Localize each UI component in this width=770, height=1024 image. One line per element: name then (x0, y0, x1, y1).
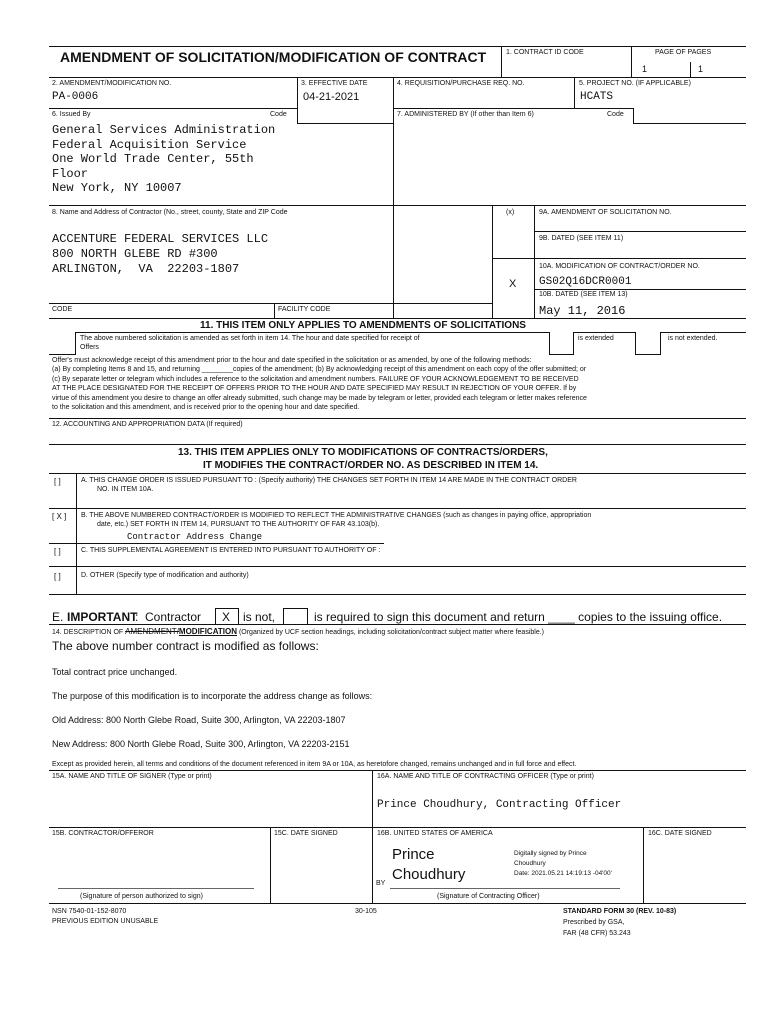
issued-by-label: 6. Issued By (52, 111, 91, 118)
amendment-solicitation-label: 9A. AMENDMENT OF SOLICITATION NO. (539, 209, 672, 216)
contractor-signature-caption: (Signature of person authorized to sign) (80, 893, 203, 900)
contract-id-label: 1. CONTRACT ID CODE (506, 49, 584, 56)
digital-signature-line: Choudhury (514, 860, 546, 867)
nsn-number: NSN 7540-01-152-8070 (52, 908, 127, 915)
issuer-line: Federal Acquisition Service (52, 137, 247, 152)
item13b-checkbox[interactable]: [ X ] (52, 512, 67, 521)
instruction-line: to the solicitation and this amendment, and is received prior to the opening hour and date specified. (52, 404, 360, 412)
modification-contract-mark[interactable]: X (509, 278, 517, 290)
description-label-text: 14. DESCRIPTION OF (52, 629, 124, 636)
digital-signature-date: Date: 2021.05.21 14:19:13 -04'00' (514, 870, 612, 877)
signer-name-label: 15A. NAME AND TITLE OF SIGNER (Type or print) (52, 773, 212, 780)
description-paragraph: The purpose of this modification is to incorporate the address change as follows: (52, 691, 373, 701)
description-label-note: (Organized by UCF section headings, including solicitation/contract subject matter where feasible.) (238, 629, 544, 636)
is-not-label: is not, (243, 610, 276, 624)
extended-label: is extended (578, 335, 614, 342)
amendment-no-label: 2. AMENDMENT/MODIFICATION NO. (52, 80, 172, 87)
contractor-line: ARLINGTON, VA 22203-1807 (52, 262, 240, 276)
item13a-checkbox[interactable]: [ ] (54, 477, 61, 486)
contract-dated-value[interactable]: May 11, 2016 (539, 304, 626, 318)
description-amendment-struck: AMENDMENT/ (125, 627, 179, 636)
is-required-text: is required to sign this document and return ____ copies to the issuing office. (314, 610, 723, 624)
project-no-label: 5. PROJECT NO. (IF APPLICABLE) (579, 80, 691, 87)
contract-dated-label: 10B. DATED (SEE ITEM 13) (539, 291, 628, 298)
not-extended-checkbox[interactable] (635, 332, 661, 355)
instruction-line: Offer's must acknowledge receipt of this amendment prior to the hour and date specified in the solicitation or as amended, by one of the following methods: (52, 357, 532, 364)
signature-name-last: Choudhury (392, 866, 466, 883)
issued-by-code-label: Code (270, 111, 287, 118)
instruction-line: (c) By separate letter or telegram which includes a reference to the solicitation and amendment numbers. FAILURE OF YOUR ACKNOWLEDGEMENT TO BE RECEIVED (52, 375, 579, 383)
effective-date-value[interactable]: 04-21-2021 (303, 91, 360, 103)
amendment-no-value[interactable]: PA-0006 (52, 91, 99, 103)
item11-line1: The above numbered solicitation is amended as set forth in item 14. The hour and date specified for receipt of (80, 335, 420, 342)
officer-signature-caption: (Signature of Contracting Officer) (437, 893, 540, 900)
contractor-offeror-label: 15B. CONTRACTOR/OFFEROR (52, 830, 154, 837)
page-number: 1 (642, 64, 648, 74)
code-label: CODE (52, 306, 73, 313)
important-label: IMPORTANT (67, 610, 138, 624)
contracting-officer-label: 16A. NAME AND TITLE OF CONTRACTING OFFICER (Type or print) (377, 773, 594, 780)
form-code: 30-105 (355, 908, 377, 915)
item11-checkbox[interactable] (49, 332, 76, 355)
contractor-line: ACCENTURE FEDERAL SERVICES LLC (52, 232, 269, 246)
instruction-line: AT THE PLACE DESIGNATED FOR THE RECEIPT OF OFFERS PRIOR TO THE HOUR AND DATE SPECIFIED MAY RESULT IN REJECTION OF YOUR OFFER. If by (52, 385, 577, 393)
issuer-address (52, 123, 275, 196)
contractor-label: 8. Name and Address of Contractor (No., street, county, State and ZIP Code (52, 209, 288, 216)
old-address: Old Address: 800 North Glebe Road, Suite 300, Arlington, VA 22203-1807 (52, 715, 346, 725)
united-states-label: 16B. UNITED STATES OF AMERICA (377, 830, 493, 837)
important-contractor: : Contractor (135, 610, 202, 624)
item11-instructions (52, 356, 587, 412)
issuer-line: General Services Administration (52, 123, 276, 137)
item13b-text-2: date, etc.) SET FORTH IN ITEM 14, PURSUANT TO THE AUTHORITY OF FAR 43.103(b). (97, 521, 380, 528)
description-label (52, 627, 544, 636)
description-modification: MODIFICATION (178, 627, 237, 636)
not-extended-label: is not extended. (668, 335, 718, 342)
contractor-line: 800 NORTH GLEBE RD #300 (52, 247, 218, 261)
modification-contract-label: 10A. MODIFICATION OF CONTRACT/ORDER NO. (539, 263, 700, 270)
standard-form-name: STANDARD FORM 30 (REV. 10-83) (563, 908, 677, 915)
effective-date-label: 3. EFFECTIVE DATE (301, 80, 368, 87)
description-paragraph: Total contract price unchanged. (52, 667, 178, 677)
form-title: AMENDMENT OF SOLICITATION/MODIFICATION OF CONTRACT (60, 49, 487, 65)
facility-code-label: FACILITY CODE (278, 306, 331, 313)
issuer-line: One World Trade Center, 55th (52, 152, 254, 167)
x-column-label: (x) (506, 209, 515, 216)
digital-signature-line: Digitally signed by Prince (514, 850, 587, 857)
is-required-checkbox[interactable] (283, 608, 308, 625)
far-reference: FAR (48 CFR) 53.243 (563, 930, 631, 937)
requisition-label: 4. REQUISITION/PURCHASE REQ. NO. (397, 80, 525, 87)
item13b-authority-value[interactable]: Contractor Address Change (127, 532, 263, 542)
item13a-text-2: NO. IN ITEM 10A. (97, 486, 154, 493)
item13c-checkbox[interactable]: [ ] (54, 547, 61, 556)
item13d-checkbox[interactable]: [ ] (54, 572, 61, 581)
instruction-line: (a) By completing Items 8 and 15, and returning ________copies of the amendment; (b) By acknowledging receipt of this amendment on each copy of the offer submitted; or (52, 366, 587, 374)
item13c-text: C. THIS SUPPLEMENTAL AGREEMENT IS ENTERED INTO PURSUANT TO AUTHORITY OF : (81, 547, 381, 554)
item13-title-2: IT MODIFIES THE CONTRACT/ORDER NO. AS DESCRIBED IN ITEM 14. (203, 460, 539, 471)
item11-title: 11. THIS ITEM ONLY APPLIES TO AMENDMENTS OF SOLICITATIONS (200, 320, 526, 331)
project-no-value[interactable]: HCATS (580, 91, 614, 103)
contractor-address (52, 232, 268, 277)
officer-signature-line[interactable] (390, 888, 620, 889)
item13-title-1: 13. THIS ITEM APPLIES ONLY TO MODIFICATIONS OF CONTRACTS/ORDERS, (178, 447, 548, 458)
administered-by-code-label: Code (607, 111, 624, 118)
item13a-text: A. THIS CHANGE ORDER IS ISSUED PURSUANT TO : (Specify authority) THE CHANGES SET FORTH IN ITEM 14 ARE MADE IN THE CONTRACT ORDER (81, 477, 577, 484)
contracting-officer-value[interactable]: Prince Choudhury, Contracting Officer (377, 799, 622, 811)
contract-number-value[interactable]: GS02Q16DCR0001 (539, 276, 632, 288)
previous-edition: PREVIOUS EDITION UNUSABLE (52, 918, 159, 925)
prescribed-by: Prescribed by GSA, (563, 919, 625, 926)
solicitation-dated-label: 9B. DATED (SEE ITEM 11) (539, 235, 624, 242)
accounting-label: 12. ACCOUNTING AND APPROPRIATION DATA (If required) (52, 421, 243, 428)
except-clause: Except as provided herein, all terms and conditions of the document referenced in item 9A or 10A, as heretofore changed, remains unchanged and in full force and effect. (52, 761, 577, 768)
item13b-text: B. THE ABOVE NUMBERED CONTRACT/ORDER IS MODIFIED TO REFLECT THE ADMINISTRATIVE CHANGES (such as changes in paying office, appropriation (81, 512, 592, 519)
page-of-pages-label: PAGE OF PAGES (655, 49, 712, 56)
signature-name-first: Prince (392, 846, 435, 863)
description-heading: The above number contract is modified as follows: (52, 639, 319, 653)
administered-by-label: 7. ADMINISTERED BY (If other than Item 6) (397, 111, 534, 118)
page-count: 1 (698, 64, 704, 74)
issued-by-code-box[interactable] (297, 108, 393, 124)
item13d-text: D. OTHER (Specify type of modification and authority) (81, 572, 249, 579)
extended-checkbox[interactable] (549, 332, 574, 355)
issuer-line: Floor (52, 166, 89, 181)
by-label: BY (376, 880, 386, 887)
new-address: New Address: 800 North Glebe Road, Suite 300, Arlington, VA 22203-2151 (52, 739, 350, 749)
is-not-mark: X (222, 610, 231, 624)
officer-date-label: 16C. DATE SIGNED (648, 830, 712, 837)
administered-by-code-box[interactable] (633, 108, 746, 124)
item11-offers: Offers (80, 344, 99, 351)
instruction-line: virtue of this amendment you desire to change an offer already submitted, such change may be made by telegram or letter, provided each telegram or letter makes reference (52, 394, 587, 402)
issuer-line: New York, NY 10007 (52, 181, 182, 196)
contractor-date-label: 15C. DATE SIGNED (274, 830, 338, 837)
contractor-signature-line[interactable] (58, 888, 254, 889)
important-prefix: E. (52, 610, 64, 624)
